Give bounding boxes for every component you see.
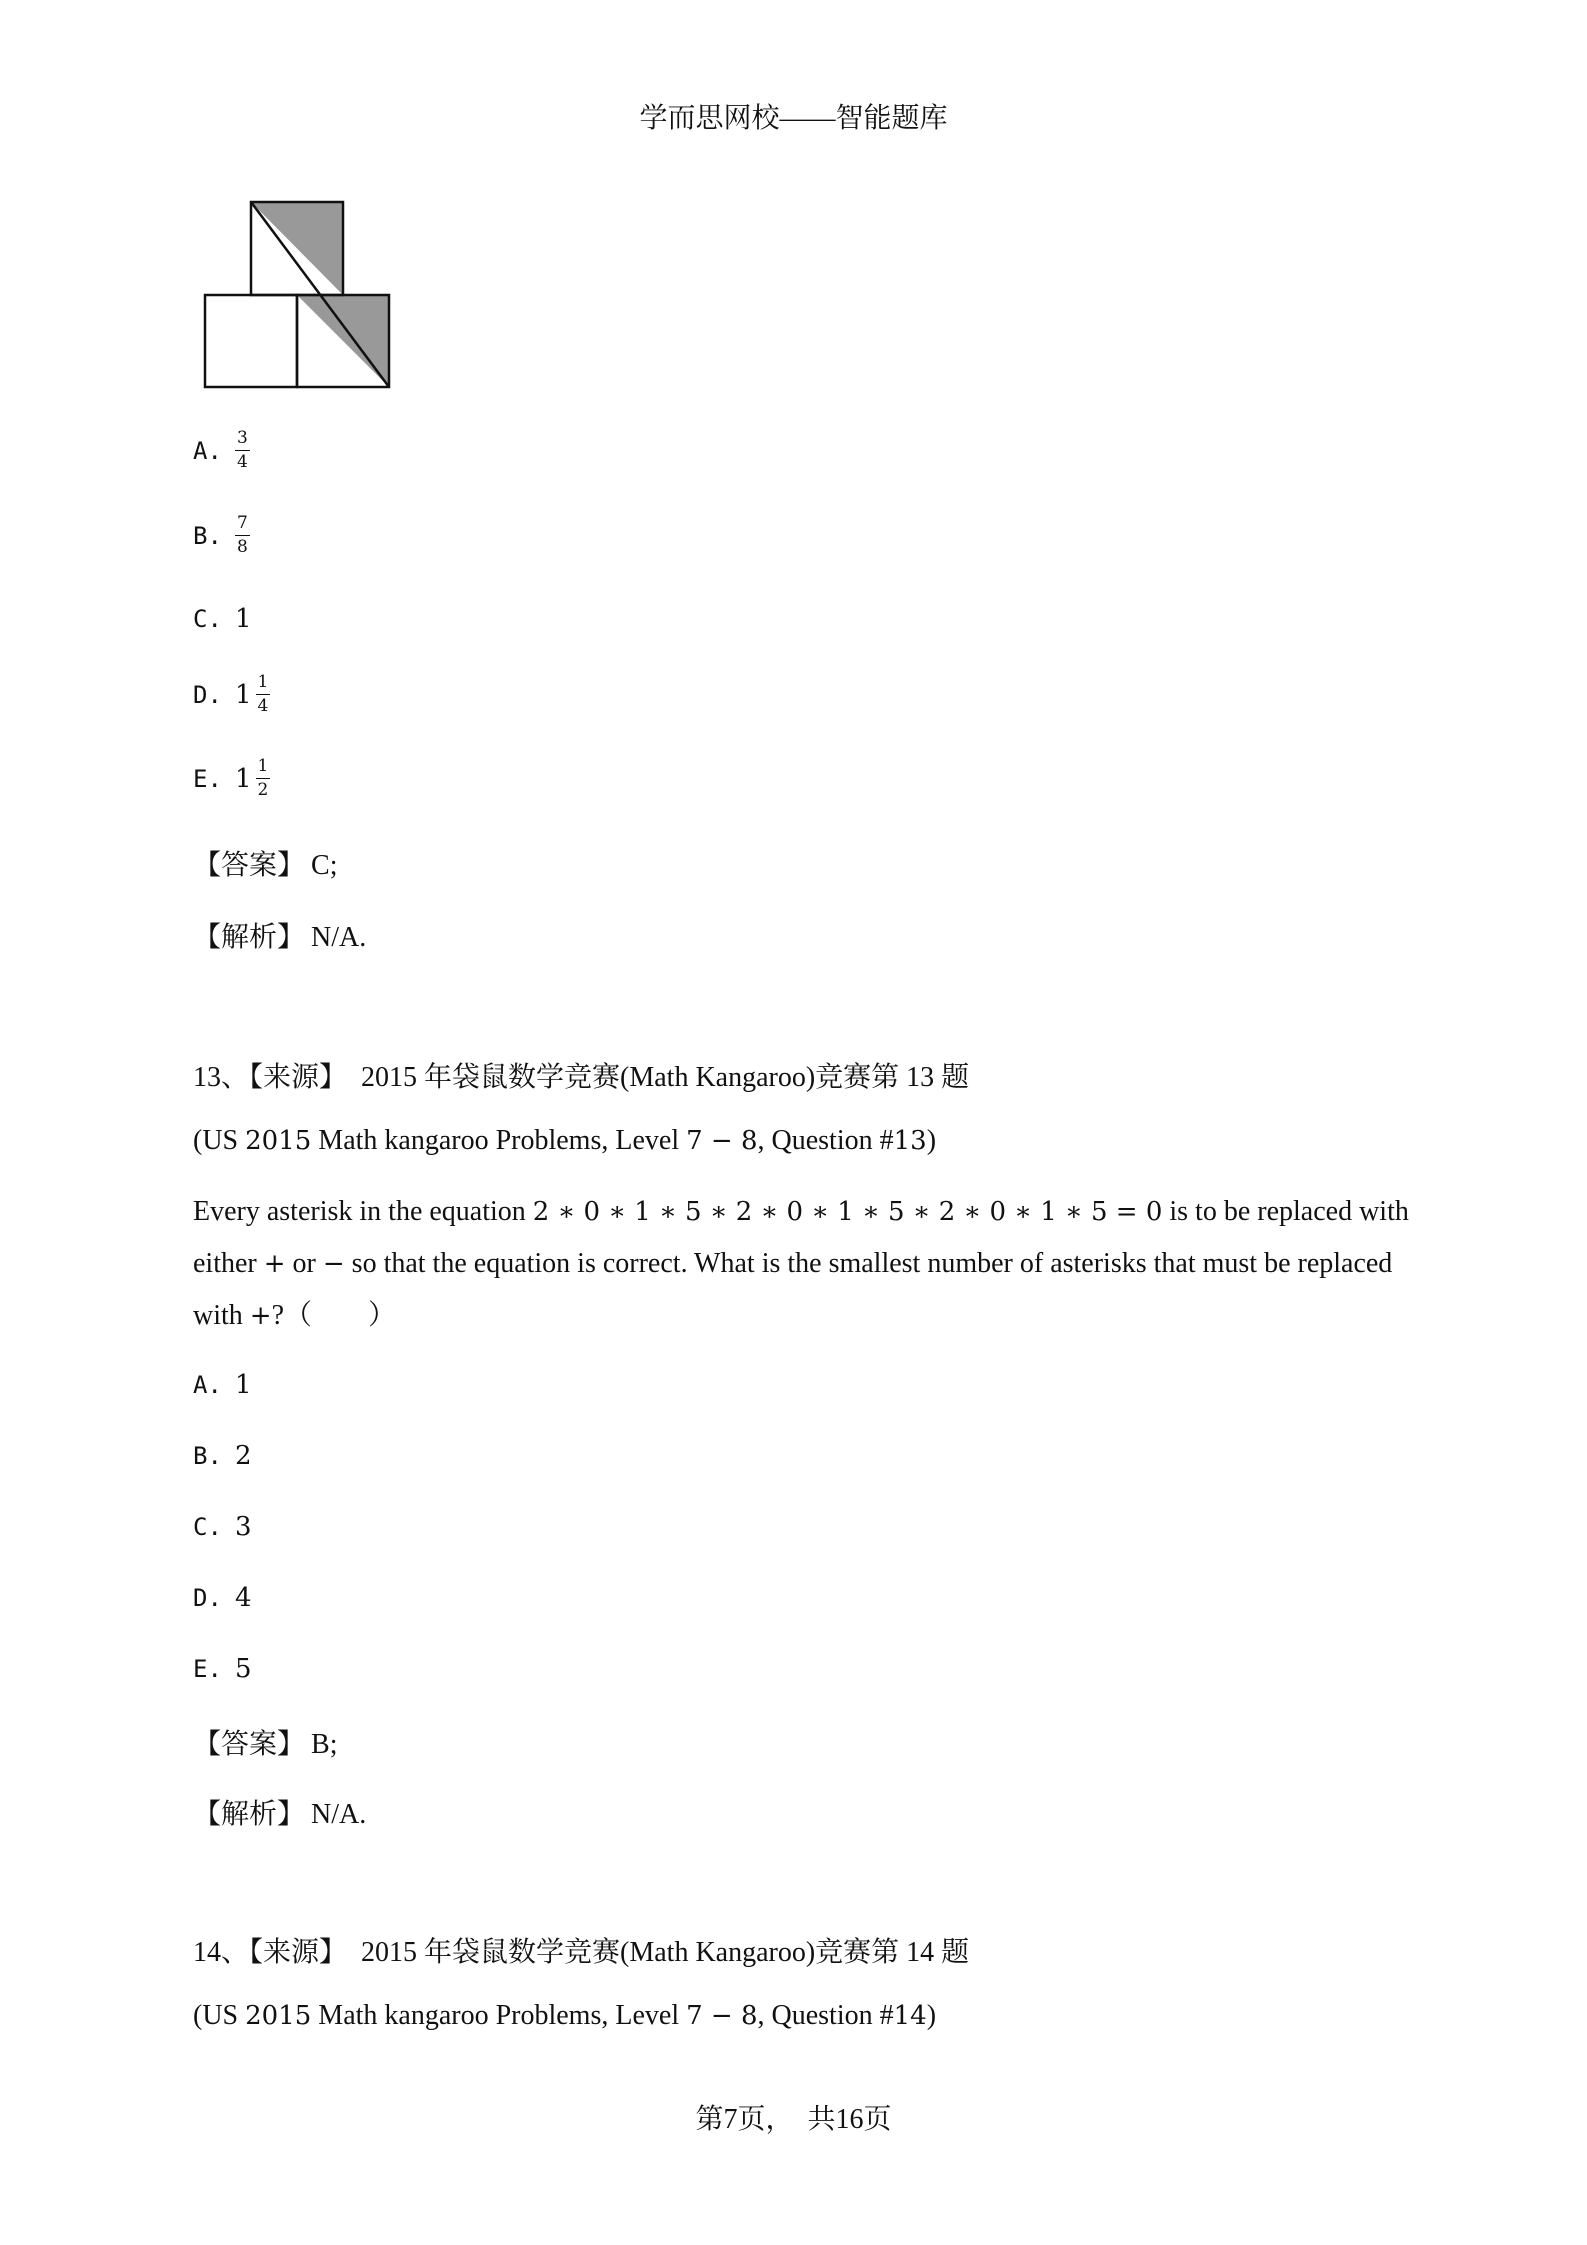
subtitle-prefix: (US	[193, 1125, 246, 1156]
subtitle-middle: Math kangaroo Problems, Level	[311, 1125, 687, 1156]
option-letter: E.	[193, 764, 222, 793]
q13-option-c	[193, 1512, 252, 1542]
numerator: 7	[235, 515, 250, 536]
analysis-value: N/A.	[311, 922, 367, 953]
q13-analysis	[193, 1792, 366, 1832]
source-text: 2015 年袋鼠数学竞赛(Math Kangaroo)竞赛第 13 题	[361, 1062, 970, 1093]
answer-label: 【答案】	[193, 850, 306, 881]
mixed-number	[235, 674, 270, 715]
q12-answer	[193, 843, 337, 883]
option-value: 4	[235, 1583, 252, 1613]
stem-text: Every asterisk in the equation	[193, 1196, 533, 1227]
subtitle-suffix: )	[926, 1125, 937, 1156]
q13-source	[193, 1055, 969, 1095]
minus-sign: −	[322, 1249, 345, 1279]
q12-option-c	[193, 604, 252, 634]
subtitle-prefix: (US	[193, 2000, 246, 2031]
q12-option-b	[193, 515, 250, 556]
plus-sign: +	[263, 1249, 286, 1279]
option-value: 1	[235, 604, 252, 634]
subtitle-question-prefix: , Question #	[757, 2000, 894, 2031]
option-letter: A.	[193, 1371, 222, 1399]
option-letter: D.	[193, 680, 222, 709]
subtitle-suffix: )	[926, 2000, 937, 2031]
q13-option-a	[193, 1370, 252, 1400]
option-value: 2	[235, 1441, 252, 1471]
option-value: 5	[235, 1654, 252, 1684]
stem-equation: 2 ∗ 0 ∗ 1 ∗ 5 ∗ 2 ∗ 0 ∗ 1 ∗ 5 ∗ 2 ∗ 0 ∗ 1 ∗ 5 = 0	[532, 1197, 1163, 1227]
stem-text: is to be replaced with either	[193, 1196, 1409, 1279]
subtitle-year: 2015	[245, 1126, 312, 1156]
geometry-figure	[200, 198, 396, 390]
numerator: 3	[235, 430, 250, 451]
fraction	[256, 674, 271, 715]
source-label: 【来源】	[249, 1937, 348, 1968]
source-label: 【来源】	[249, 1062, 348, 1093]
q12-option-e	[193, 758, 270, 799]
subtitle-level: 7 − 8	[686, 1126, 758, 1156]
shaded-triangle-top	[251, 202, 343, 295]
option-letter: D.	[193, 1584, 222, 1612]
page-header: 学而思网校——智能题库	[639, 103, 948, 134]
answer-value: C;	[311, 850, 338, 881]
question-number: 13、	[193, 1062, 250, 1093]
q12-option-a	[193, 430, 250, 471]
denominator: 4	[257, 696, 269, 716]
subtitle-question-prefix: , Question #	[757, 1125, 894, 1156]
analysis-label: 【解析】	[193, 1799, 306, 1830]
option-letter: B.	[193, 1442, 222, 1470]
q14-subtitle	[193, 2000, 936, 2032]
option-letter: A.	[193, 436, 222, 465]
fraction	[256, 758, 271, 799]
option-value: 3	[235, 1512, 252, 1542]
subtitle-middle: Math kangaroo Problems, Level	[311, 2000, 687, 2031]
answer-value: B;	[311, 1729, 338, 1760]
denominator: 8	[237, 537, 248, 557]
subtitle-level: 7 − 8	[686, 2001, 758, 2031]
q13-subtitle	[193, 1125, 936, 1157]
option-letter: E.	[193, 1655, 222, 1683]
fraction	[235, 515, 250, 556]
subtitle-question-number: 13	[893, 1126, 927, 1156]
option-value: 1	[235, 1370, 252, 1400]
fraction	[235, 430, 250, 471]
denominator: 4	[237, 452, 248, 472]
q13-option-e	[193, 1654, 252, 1684]
q12-option-d	[193, 674, 270, 715]
q12-analysis	[193, 915, 366, 955]
numerator: 1	[256, 674, 271, 695]
page-footer: 第7页， 共16页	[695, 2104, 892, 2135]
analysis-value: N/A.	[311, 1799, 367, 1830]
option-letter: C.	[193, 605, 222, 633]
q13-stem	[193, 1186, 1423, 1342]
whole-part: 1	[235, 763, 252, 794]
numerator: 1	[256, 758, 271, 779]
option-letter: C.	[193, 1513, 222, 1541]
q14-source	[193, 1930, 969, 1970]
q13-answer	[193, 1722, 337, 1762]
denominator: 2	[257, 780, 269, 800]
square-bottom-left	[205, 295, 297, 387]
stem-text: so that the equation is correct. What is the smallest number of asterisks that must be replaced with	[193, 1248, 1393, 1331]
q13-option-b	[193, 1441, 252, 1471]
option-letter: B.	[193, 521, 222, 550]
mixed-number	[235, 758, 270, 799]
stem-text: ?（ ）	[271, 1300, 397, 1331]
analysis-label: 【解析】	[193, 922, 306, 953]
subtitle-question-number: 14	[893, 2001, 927, 2031]
source-text: 2015 年袋鼠数学竞赛(Math Kangaroo)竞赛第 14 题	[361, 1937, 970, 1968]
plus-sign: +	[249, 1301, 272, 1331]
whole-part: 1	[235, 679, 252, 710]
question-number: 14、	[193, 1937, 250, 1968]
q13-option-d	[193, 1583, 252, 1613]
answer-label: 【答案】	[193, 1729, 306, 1760]
shaded-triangle-bottom	[297, 295, 389, 387]
subtitle-year: 2015	[245, 2001, 312, 2031]
stem-text: or	[285, 1248, 323, 1279]
